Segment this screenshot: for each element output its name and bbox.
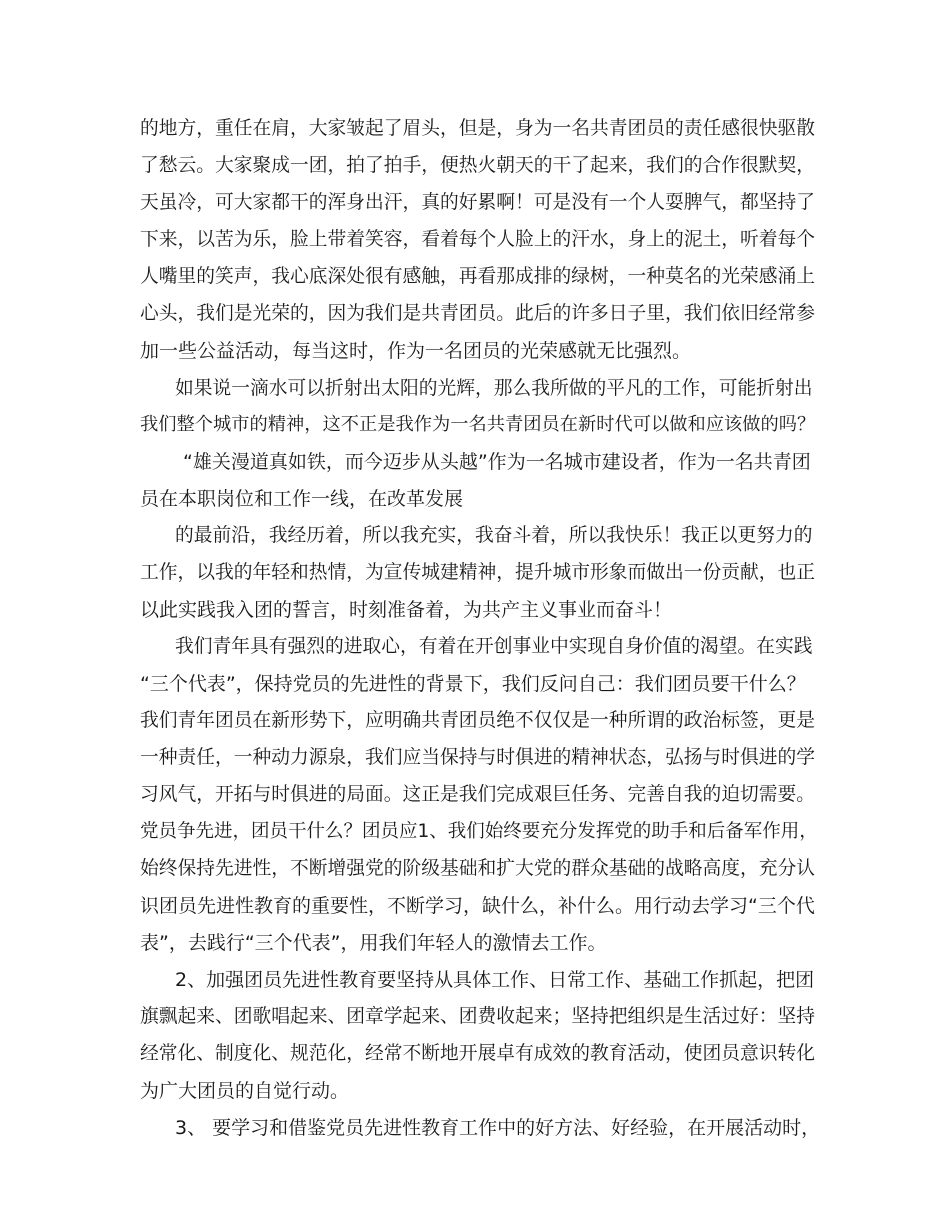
text-line: 我们整个城市的精神，这不正是我作为一名共青团员在新时代可以做和应该做的吗？	[140, 414, 816, 435]
text-line: 下来，以苦为乐，脸上带着笑容，看着每个人脸上的汗水，身上的泥土，听着每个	[140, 229, 815, 250]
text-line: 如果说一滴水可以折射出太阳的光辉，那么我所做的平凡的工作，可能折射出	[175, 378, 813, 399]
text-line: 始终保持先进性，不断增强党的阶级基础和扩大党的群众基础的战略高度，充分认	[140, 858, 815, 879]
text-line: 的地方，重任在肩，大家皱起了眉头，但是，身为一名共青团员的责任感很快驱散	[140, 118, 815, 139]
text-line: 我们青年具有强烈的进取心，有着在开创事业中实现自身价值的渴望。在实践	[175, 636, 813, 657]
text-line: “雄关漫道真如铁，而今迈步从头越”作为一名城市建设者，作为一名共青团	[183, 451, 811, 473]
text-line: 我们青年团员在新形势下，应明确共青团员绝不仅仅是一种所谓的政治标签，更是	[140, 710, 815, 731]
text-line: 以此实践我入团的誓言，时刻准备着，为共产主义事业而奋斗！	[140, 599, 673, 621]
text-line: 旗飘起来、团歌唱起来、团章学起来、团费收起来；坚持把组织是生活过好：坚持	[140, 1006, 815, 1027]
text-line: “三个代表”，保持党员的先进性的背景下，我们反问自己：我们团员要干什么？	[140, 673, 806, 695]
text-line: 工作，以我的年轻和热情，为宣传城建精神，提升城市形象而做出一份贡献，也正	[140, 562, 815, 583]
text-line: 表”，去践行“三个代表”，用我们年轻人的激情去工作。	[140, 932, 607, 954]
text-line: 为广大团员的自觉行动。	[140, 1080, 350, 1102]
text-line: 经常化、制度化、规范化，经常不断地开展卓有成效的教育活动，使团员意识转化	[140, 1043, 815, 1064]
text-line: 人嘴里的笑声，我心底深处很有感触，再看那成排的绿树，一种莫名的光荣感涌上	[140, 266, 815, 287]
text-line: 了愁云。大家聚成一团，拍了拍手，便热火朝天的干了起来，我们的合作很默契，	[140, 155, 815, 176]
text-line: 3、 要学习和借鉴党员先进性教育工作中的好方法、好经验，在开展活动时，	[175, 1117, 821, 1139]
text-line: 天虽冷，可大家都干的浑身出汗，真的好累啊！可是没有一个人耍脾气，都坚持了	[140, 192, 815, 213]
text-line: 2、加强团员先进性教育要坚持从具体工作、日常工作、基础工作抓起，把团	[175, 969, 815, 991]
text-line: 党员争先进，团员干什么？团员应1、我们始终要充分发挥党的助手和后备军作用，	[140, 821, 818, 842]
text-line: 加一些公益活动，每当这时，作为一名团员的光荣感就无比强烈。	[140, 340, 692, 362]
text-line: 员在本职岗位和工作一线，在改革发展	[140, 488, 464, 510]
text-line: 识团员先进性教育的重要性，不断学习，缺什么，补什么。用行动去学习“三个代	[140, 895, 815, 917]
text-line: 的最前沿，我经历着，所以我充实，我奋斗着，所以我快乐！我正以更努力的	[175, 525, 813, 546]
text-line: 一种责任，一种动力源泉，我们应当保持与时俱进的精神状态，弘扬与时俱进的学	[140, 747, 815, 768]
text-line: 习风气，开拓与时俱进的局面。这正是我们完成艰巨任务、完善自我的迫切需要。	[140, 784, 815, 805]
text-line: 心头，我们是光荣的，因为我们是共青团员。此后的许多日子里，我们依旧经常参	[140, 303, 815, 324]
